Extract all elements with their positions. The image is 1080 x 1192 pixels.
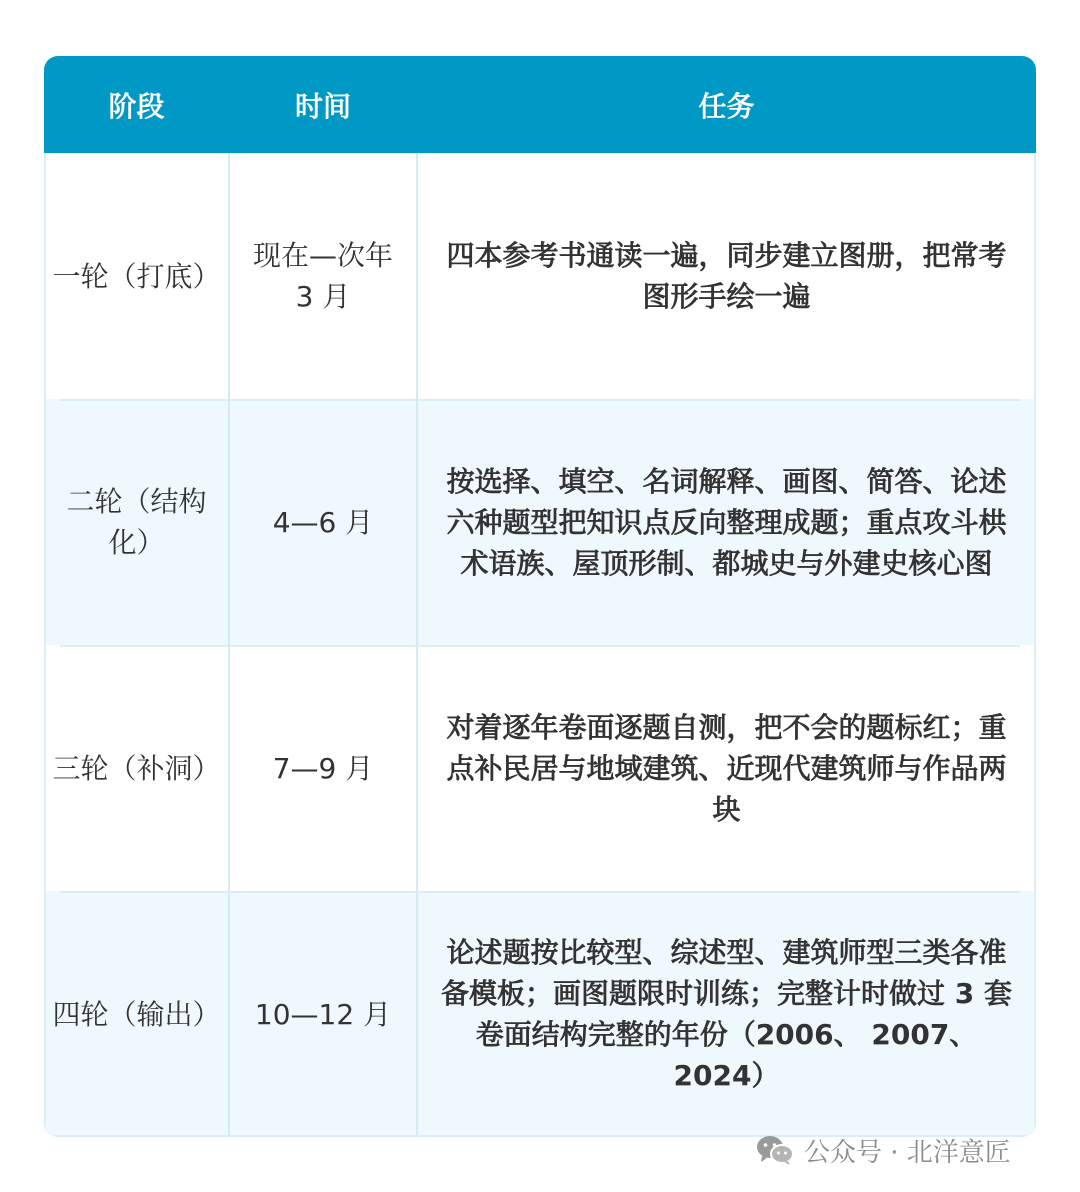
table-row bbox=[44, 891, 1036, 1137]
table-row bbox=[44, 645, 1036, 891]
time-cell: 7—9 月 bbox=[272, 751, 374, 785]
table-left-border bbox=[44, 153, 46, 1137]
table-row bbox=[44, 153, 1036, 399]
table-header bbox=[44, 56, 1036, 153]
stage-cell: 一轮（打底） bbox=[52, 259, 221, 293]
stage-cell: 四轮（输出） bbox=[52, 997, 221, 1031]
task-cell: 对着逐年卷面逐题自测，把不会的题标红；重点补民居与地域建筑、近现代建筑师与作品两块 bbox=[446, 710, 1007, 826]
time-cell: 10—12 月 bbox=[254, 997, 392, 1031]
header-task: 任务 bbox=[698, 89, 755, 123]
wechat-icon bbox=[756, 1134, 794, 1166]
table-row bbox=[44, 399, 1036, 645]
study-plan-table bbox=[44, 56, 1036, 1137]
header-stage: 阶段 bbox=[108, 89, 165, 123]
column-divider bbox=[416, 153, 418, 1137]
task-cell: 四本参考书通读一遍，同步建立图册，把常考图形手绘一遍 bbox=[446, 239, 1007, 313]
stage-cell: 二轮（结构化） bbox=[66, 485, 207, 559]
task-cell: 论述题按比较型、综述型、建筑师型三类各准备模板；画图题限时训练；完整计时做过 3 套卷面结构完整的年份（2006、 2007、2024） bbox=[441, 936, 1012, 1092]
watermark-text: 公众号 · 北洋意匠 bbox=[804, 1137, 1011, 1168]
stage-cell: 三轮（补洞） bbox=[52, 751, 221, 785]
time-cell: 现在—次年 3 月 bbox=[252, 239, 393, 313]
table-right-border bbox=[1034, 153, 1036, 1137]
time-cell: 4—6 月 bbox=[272, 505, 374, 539]
column-divider bbox=[228, 153, 230, 1137]
header-time: 时间 bbox=[294, 89, 351, 123]
task-cell: 按选择、填空、名词解释、画图、简答、论述六种题型把知识点反向整理成题；重点攻斗栱术语族、屋顶形制、都城史与外建史核心图 bbox=[446, 464, 1007, 580]
watermark bbox=[756, 1128, 1011, 1172]
